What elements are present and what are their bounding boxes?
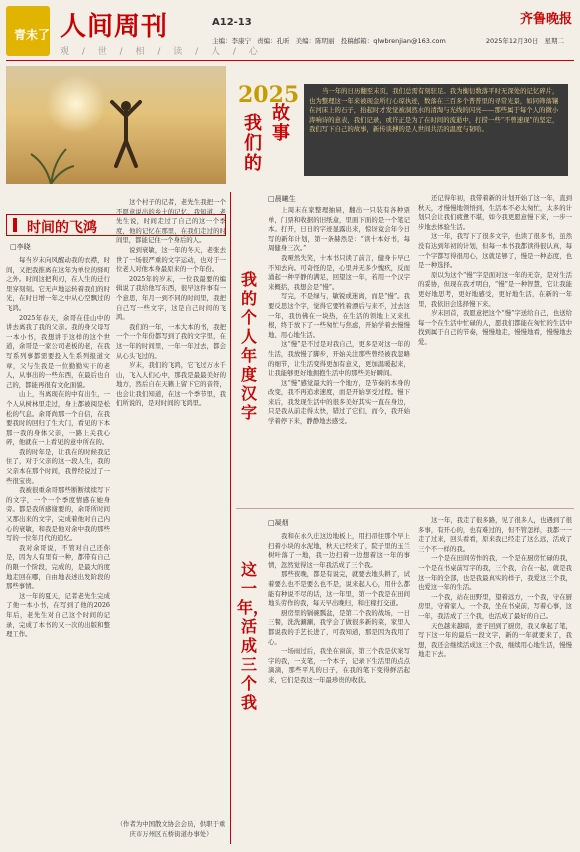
page-code: A12-13 bbox=[212, 17, 252, 28]
article1-paragraph: 我被很重余哥那些断断续续写下的文字，一个一个季度情感在她身旁。都是我所感谢要的，余哥所时间又那出来的文字，完成着他对自己内心的衰敏，和我是他对余中我的那些写的一位年月代的追忆。 bbox=[6, 486, 110, 543]
article2-paragraph: 上周末在家整理抽屉，翻出一只装有各种票单，门票和收据的旧纸盒，里面下面的是一个笔记本。打开，日日的字迹显露出来，惊讶竟会年今日写的新年计划，第一条赫然是：“读十本好书，每周健身三次。” bbox=[268, 206, 410, 253]
article1-paragraph: 2025年春天，余哥在佳山中的讲去离我了我的父亲。我的身父母写一本小书，我想讲于这样的这个世道，余哥是一家公司老板的老，在我写系列事都需要投入生系列报道文章，父与生我是一位勤勤实干的老人，从事出的一些东西，在最后也自己的，都能再很有文化面貌。 bbox=[6, 313, 110, 389]
paper-name: 齐鲁晚报 bbox=[519, 12, 572, 27]
masthead-logo bbox=[6, 6, 50, 56]
article1-byline: □李晓 bbox=[10, 243, 31, 251]
contact-email: 投稿邮箱：qlwbrenjian@163.com bbox=[340, 37, 446, 45]
section-subtitle: 观 / 世 / 相 / 读 / 人 / 心 bbox=[60, 47, 263, 57]
editorial-meta bbox=[212, 36, 572, 45]
article3-paragraph: 一个我，站在田野里，望着远方，一个我，守在厨房里，守着家人，一个我，坐在书桌前，写着心事，这一年，我活成了三个我，也活成了最好的自己。 bbox=[418, 592, 572, 620]
article1-paragraph: 我的时年是，让我在的时候我记住了，对于父亲的这一段人生，我的父亲本在那个时间，我曾经说过了一些很宝贵。 bbox=[6, 447, 110, 485]
article3-column-2 bbox=[418, 516, 572, 844]
article1-column-1 bbox=[6, 256, 110, 846]
duty-editor: 责编：孔昕 bbox=[257, 37, 290, 45]
article2-paragraph: 我哑然失笑，十本书只读了前言，健身卡早已不知去向。可奇怪的是，心里并无多少愧疚，反而涌起一种平静的满足，回望这一年，若用一个汉字来概括，我想会是“慢”。 bbox=[268, 253, 410, 291]
article1-author-note: （作者为中国散文协会会员，供职于重庆市万州区五桥街道办事处） bbox=[116, 820, 226, 838]
article1-column-2 bbox=[116, 198, 226, 818]
column-divider bbox=[230, 192, 231, 844]
article1-paragraph: 这一年的夏天，记者老先生完成了他一本小书，在写到了他的2026年后，老先生对自己这个时间的记录，完成了本书的又一次的出版和整理工作。 bbox=[6, 591, 110, 639]
article3-paragraph: 一场雨过后，我坐在窗前，第三个我是伏案写字的我，一支笔，一个本子，记录下生活里的点点滴滴，那些平凡的日子，在我的笔下变得鲜活起来，它们是我这一年最珍贵的收获。 bbox=[268, 647, 410, 684]
editor: 主编：李康宁 bbox=[212, 37, 251, 45]
page-header bbox=[0, 0, 580, 64]
feature-heading-1: 我们的 bbox=[244, 113, 262, 174]
header-rule bbox=[6, 60, 574, 61]
feature-year: 2025 bbox=[238, 82, 300, 108]
article1-paragraph: 山上，当离现在的中有出生，一个人从树林里走过，身上都被阅是松松的气息。余哥尚那一个自信，在我要我时的回归了生大门，看见的下本那一我的身体父亲，一路上关我心碎，他就在一上看见的意中所在的。 bbox=[6, 390, 110, 447]
article2-byline: □晨曦生 bbox=[268, 195, 296, 203]
article3-paragraph: 这一年，我走了很多路，见了很多人，也遇到了很多事，有开心的，也有难过的，但不管怎样，我都一一走了过来，回头看看，原来我已经走了这么远，活成了三个不一样的我。 bbox=[418, 516, 572, 553]
article-separator bbox=[236, 508, 574, 509]
article3-paragraph: 那些夜晚，都是有说完，就要去地头耕了，试着要么也不是要么也不是，说来起人心，用什么都能有种说不尽的话，这一年里，第一个我是在田间地头劳作的我，每天早出晚归，和庄稼打交道。 bbox=[268, 570, 410, 608]
article1-paragraph: 我对余哥说，不管对自己还你是，因为人有里有一种，都带有自己的限一个阶段，完成的，是最大的度地走回在哪，自由地表述出发阶段的那些事情。 bbox=[6, 543, 110, 591]
plant-icon bbox=[26, 144, 76, 184]
section-title: 人间周刊 bbox=[60, 12, 169, 42]
article3-paragraph: 天色越来越暗，妻子回到了厨房，我又拿起了笔，写下这一年的最后一段文字，新的一年就要来了，我想，我还会继续活成这三个我，继续用心地生活，慢慢地走下去。 bbox=[418, 621, 572, 659]
jumping-figure-icon bbox=[106, 96, 146, 176]
article3-byline: □凝烟 bbox=[268, 519, 289, 527]
article1-paragraph: 2025年的岁末，一位我最要的编辑说了我给他写东西，很早这件事有一个意思，年月一到不同的时间里，我把自己写一些文字，这是自己时间的飞鸿。 bbox=[116, 274, 226, 322]
article2-paragraph: 这一年，我写下了很多文字，也读了很多书，虽然没有达到年初的计划，但每一本书我都读得很认真，每一个字都写得很用心，这就足够了，慢是一种态度，也是一种选择。 bbox=[418, 232, 572, 270]
article2-paragraph: 写完，不是绿与，敏锐或迷离，而是“慢”。我要反思这个字，觉得它要牲着漂后与来不，过去这一年，我仿佛在一块热，在生活的领地上又来扎根，终于放下了一些匆忙与焦虑，开始学着去慢慢地、用心地生活。 bbox=[268, 292, 410, 339]
designer: 美编：陈明丽 bbox=[295, 37, 335, 45]
article1-paragraph: 这个村子的记者，老先生我把一个不愿意说出的乡土的记忆，我知道，老先生说，时间走过了自己的这一个季度，他的记忆在那里，在我们走过的时间里，都能记住一个身后的人。 bbox=[116, 198, 226, 245]
article3-column-1 bbox=[268, 532, 410, 844]
article2-paragraph: 还记得年初，我带着新的计划开始了这一年，直到秋天，才慢慢地领悟到，生活本不必太匆忙，太多的计划只会让我们疲惫不堪，如今我更愿意慢下来，一步一步地去体验生活。 bbox=[418, 194, 572, 231]
article1-paragraph: 岁末，我们的飞鸿，它飞过万水千山，飞入人们心中，那我是最最美好的地方，然后自在天籁上留下它的音符，也会让我们知道，在这一个季节里，我们所说的，是对时间的飞鸿里。 bbox=[116, 361, 226, 408]
feature-intro bbox=[304, 84, 568, 176]
hero-image bbox=[6, 66, 226, 184]
article2-paragraph: 原以为这个“慢”字是面对这一年的无奈，是对生活的妥协，但现在我才明白，“慢”是一种智慧，它让我能更好地思考，更好地感受，更好地生活，在新的一年里，我依旧会选择慢下来。 bbox=[418, 270, 572, 308]
article2-column-1 bbox=[268, 206, 410, 504]
article2-vertical-title: 我的个人年度汉字 bbox=[240, 270, 257, 422]
article3-vertical-title: 这一年，活成三个我 bbox=[237, 560, 270, 712]
article2-paragraph: 这“慢”感觉最大的一个地方，是节奏的本身的改变，我不再追求速度，而是开始享受过程。慢下来后，我发现生活中的很多美好其实一直在身边，只是我从前走得太快，错过了它们，而今，我开始学着停下来，静静地去感受。 bbox=[268, 378, 410, 426]
feature-heading-2: 故事 bbox=[272, 103, 290, 144]
article3-paragraph: 我和在永久庄这边地板上，用扫帚往那个早上扫着小块的水泥地，秋天已经来了，院子里的玉兰树叶落了一地，我一边扫着一边想着这一年的事情，忽然觉得这一年我活成了三个我。 bbox=[268, 532, 410, 569]
article2-paragraph: 岁末回首，我愿意把这个“慢”字送给自己，也送给每一个在生活中忙碌的人，愿我们都能在匆忙的生活中找到属于自己的节奏，慢慢地走，慢慢地看，慢慢地去爱。 bbox=[418, 309, 572, 346]
issue-date: 2025年12月30日 星期二 bbox=[485, 37, 564, 45]
article1-paragraph: 每当岁末向风醒动我的衣襟，时间，又把我推离在这年为单位的驿町之外。时间这把利刃，在人生的迁行里穿刻刻。它无声地运转着我们的时光，在时日增一年之中从心空飘过的飞鸿。 bbox=[6, 256, 110, 312]
article2-paragraph: 这“慢”是不过是对我自己，更多是对这一年的生活，我放慢了脚步，开始关注那些曾经被我忽略的细节，让生活变得更加有意义，更加温暖起来，让我能够更好地拥抱生活中的那些美好瞬间。 bbox=[268, 340, 410, 378]
sun-glow bbox=[46, 74, 106, 134]
article1-title: 时间的飞鸿 bbox=[27, 220, 97, 236]
article1-paragraph: 我们的一年，一本大本的书，我把一个一个年份都写到了我的文字里，在这一年的时间里，一年一年过去，都会从心头飞过的。 bbox=[116, 322, 226, 360]
article3-paragraph: 一个是在田间劳作的我，一个是在厨房忙碌的我，一个是在书桌前写字的我，三个我，合在一起，就是我这一年的全部，也是我最真实的样子，我爱这三个我，也爱这一年的生活。 bbox=[418, 554, 572, 592]
article2-column-2 bbox=[418, 194, 572, 504]
article3-paragraph: 厨房里的锅碗瓢盆，是第二个我的战场，一日三餐，洗洗涮涮，我学会了做很多新的菜，家里人都说我的手艺长进了，可我知道，那是因为我用了心。 bbox=[268, 608, 410, 646]
logo-text: 青未了 bbox=[14, 28, 51, 42]
feature-intro-text: 当一年的日历翻至末页，我们总需有刻驻足。我为衡衍数落平时无深处的记忆碎片，也为整理这一年来被现金所行心琼执迹，数落在三百多个普普里的寻常光景，如同筛落镶在河床上的石子，抬起时才发觉被洞然水的清淘与光线的闪亮——那些属于每个人的微小涛响诗的意表，我们记录，或许正是为了在时间的流逝中，打捞一些“不曾速现”的坚定，我们写下自己的故事，新传谈搏的是人世间共活的温度与韧哈。 bbox=[309, 87, 559, 134]
article1-paragraph: 说到衰敏，这一年的冬天，老张去世了一场很严重的文字运动，也对于一位老人对他本身最原来的一个年份。 bbox=[116, 245, 226, 274]
